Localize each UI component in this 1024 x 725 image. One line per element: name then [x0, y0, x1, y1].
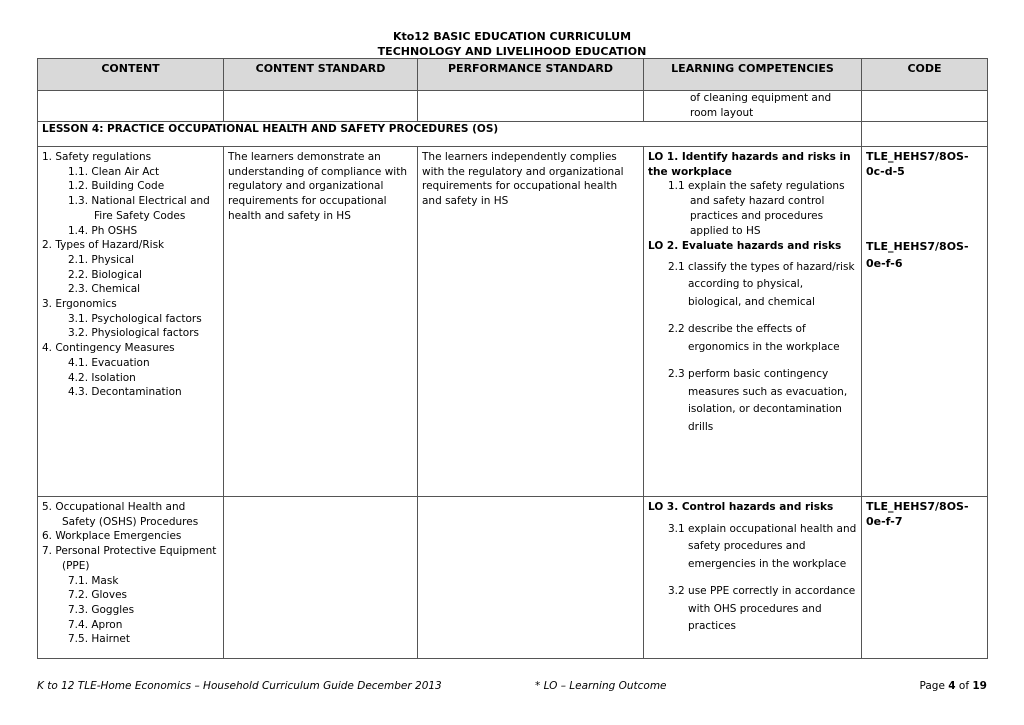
- content-standard-cell: The learners demonstrate an understanding of compliance with regulatory and organizational requirements for occupational health and safety in HS: [224, 147, 418, 497]
- list-item: 2.2. Biological: [68, 268, 142, 281]
- list-item: 4. Contingency Measures: [42, 342, 175, 355]
- col-code: CODE: [862, 59, 988, 91]
- footer-guide-title: K to 12 TLE-Home Economics – Household Curriculum Guide December 2013: [37, 680, 442, 692]
- col-performance-standard: PERFORMANCE STANDARD: [418, 59, 644, 91]
- col-learning-competencies: LEARNING COMPETENCIES: [644, 59, 862, 91]
- list-item: 4.2. Isolation: [68, 371, 136, 384]
- lo2-item: 2.2 describe the effects of ergonomics in the workplace: [668, 323, 840, 353]
- list-item: 7.2. Gloves: [68, 589, 127, 602]
- code-lo2: TLE_HEHS7/8OS-0e-f-6: [866, 240, 969, 270]
- list-item: 7. Personal Protective Equipment (PPE): [42, 545, 217, 572]
- curriculum-title: Kto12 BASIC EDUCATION CURRICULUM: [392, 30, 632, 43]
- competencies-cell: [644, 147, 862, 497]
- list-item: 4.3. Decontamination: [68, 386, 182, 399]
- list-item: 4.1. Evacuation: [68, 356, 150, 369]
- list-item: 2.3. Chemical: [68, 283, 141, 296]
- code-cell: [862, 497, 988, 659]
- list-item: 2. Types of Hazard/Risk: [42, 239, 165, 252]
- competencies-cell: [644, 497, 862, 659]
- content-list: [42, 150, 219, 400]
- code-lo3: TLE_HEHS7/8OS-0e-f-7: [866, 500, 969, 528]
- lo2-title: LO 2. Evaluate hazards and risks: [648, 240, 842, 253]
- list-item: 1. Safety regulations: [42, 151, 152, 163]
- col-content-standard: CONTENT STANDARD: [224, 59, 418, 91]
- list-item: 1.3. National Electrical and Fire Safety Codes: [68, 195, 210, 222]
- content-cell: [38, 497, 224, 659]
- footer-note: * LO – Learning Outcome: [535, 680, 667, 692]
- header-row: [38, 59, 988, 91]
- list-item: 7.5. Hairnet: [68, 633, 130, 646]
- curriculum-table: [37, 58, 988, 659]
- table-row: [38, 497, 988, 659]
- list-item: 5. Occupational Health and Safety (OSHS) Procedures: [42, 501, 199, 528]
- list-item: 1.2. Building Code: [68, 180, 165, 193]
- lesson-row: [38, 122, 988, 147]
- content-cell: [38, 147, 224, 497]
- lo3-item: 3.2 use PPE correctly in accordance with OHS procedures and practices: [668, 585, 856, 633]
- lo1-title: LO 1. Identify hazards and risks in the workplace: [648, 151, 851, 178]
- subject-title: TECHNOLOGY AND LIVELIHOOD EDUCATION: [377, 45, 647, 58]
- list-item: 3. Ergonomics: [42, 298, 117, 311]
- list-item: 3.2. Physiological factors: [68, 327, 200, 340]
- page-number: Page 4 of 19: [919, 680, 987, 692]
- list-item: 7.1. Mask: [68, 574, 119, 587]
- list-item: 1.1. Clean Air Act: [68, 165, 160, 178]
- list-item: 2.1. Physical: [68, 253, 135, 266]
- lo3-title: LO 3. Control hazards and risks: [648, 501, 834, 513]
- code-cell: [862, 147, 988, 497]
- col-content: CONTENT: [38, 59, 224, 91]
- list-item: 1.4. Ph OSHS: [68, 224, 138, 237]
- continuation-row: [38, 91, 988, 122]
- continuation-lc: of cleaning equipment and room layout: [644, 91, 862, 122]
- content-list: [42, 500, 219, 647]
- lo3-item: 3.1 explain occupational health and safety procedures and emergencies in the workplace: [668, 522, 857, 570]
- lo2-item: 2.1 classify the types of hazard/risk according to physical, biological, and chemical: [668, 260, 855, 308]
- list-item: 7.4. Apron: [68, 618, 123, 631]
- list-item: 3.1. Psychological factors: [68, 312, 202, 325]
- lo1-item: 1.1 explain the safety regulations and safety hazard control practices and procedures applied to HS: [668, 180, 845, 237]
- lesson-title: LESSON 4: PRACTICE OCCUPATIONAL HEALTH AND SAFETY PROCEDURES (OS): [38, 122, 862, 147]
- code-lo1: TLE_HEHS7/8OS-0c-d-5: [866, 150, 969, 178]
- list-item: 7.3. Goggles: [68, 603, 135, 616]
- table-row: [38, 147, 988, 497]
- list-item: 6. Workplace Emergencies: [42, 530, 182, 543]
- lo2-item: 2.3 perform basic contingency measures such as evacuation, isolation, or decontamination drills: [668, 368, 848, 433]
- performance-standard-cell: The learners independently complies with the regulatory and organizational requirements for occupational health and safety in HS: [418, 147, 644, 497]
